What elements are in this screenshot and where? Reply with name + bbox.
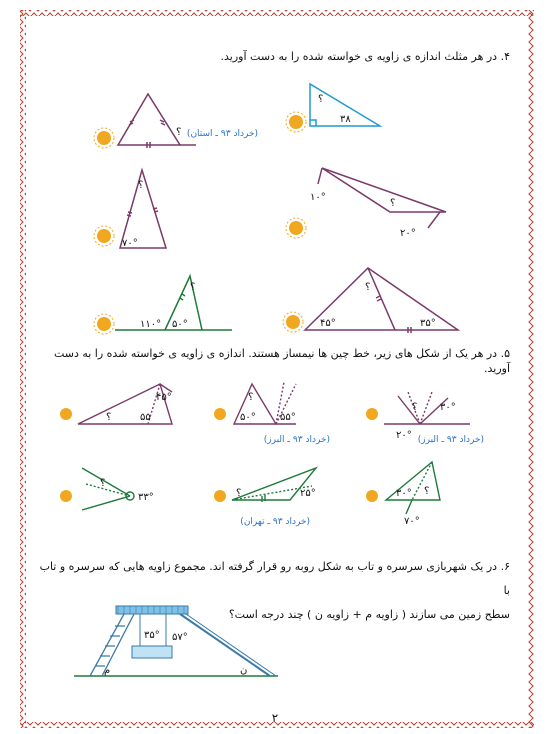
angle-label: ؟ <box>176 127 182 138</box>
angle-label: ؟ <box>424 486 430 497</box>
angle-label: ۵۵ <box>140 412 151 423</box>
angle-label: ؟ <box>236 488 242 499</box>
angle-label: ؟ <box>106 412 112 423</box>
question-6-line-2: سطح زمین می سازند ( زاویه م + زاویه ن ) چند درجه است؟ <box>228 608 510 621</box>
angle-label: ۳۳° <box>138 492 154 503</box>
angle-label: ۷۰° <box>404 516 420 527</box>
angle-label: ؟ <box>138 180 144 191</box>
angle-label: ۴۵° <box>156 392 172 403</box>
angle-label: ؟ <box>318 94 324 105</box>
source-note: (خرداد ۹۳ ـ البرز) <box>263 435 330 445</box>
angle-label: ۴۵° <box>320 318 336 329</box>
page-number: ۲ <box>271 711 279 725</box>
source-note: (خرداد ۹۳ ـ تهران) <box>240 517 310 527</box>
angle-label: ۲۵° <box>300 488 316 499</box>
angle-label: ۳۵° <box>420 318 436 329</box>
angle-label: ۲۰° <box>396 430 412 441</box>
angle-label: ۵۷° <box>172 632 188 643</box>
angle-label: ۱۱۰° <box>140 319 162 330</box>
ladder <box>90 614 134 676</box>
angle-label: ؟ <box>365 282 371 293</box>
angle-label: ۵۵° <box>280 412 296 423</box>
question-5-text: ۵. در هر یک از شکل های زیر، خط چین ها نیمساز هستند. اندازه ی زاویه ی خواسته شده را به دست آورید. <box>53 347 510 375</box>
angle-label: ؟ <box>100 478 106 489</box>
angle-label: ؟ <box>190 282 196 293</box>
angle-label: ؟ <box>390 198 396 209</box>
angle-label: ؟ <box>412 402 418 413</box>
angle-label: ۳۰° <box>440 402 456 413</box>
angle-label: ۳۵° <box>144 630 160 641</box>
angle-label: ۷۰° <box>122 238 138 249</box>
source-note: (خرداد ۹۳ ـ استان) <box>186 129 258 139</box>
angle-label-m: م <box>104 665 111 676</box>
question-4-text: ۴. در هر مثلث اندازه ی زاویه ی خواسته شده را به دست آورید. <box>220 50 510 63</box>
angle-label-n: ن <box>240 665 248 676</box>
angle-label: ؟ <box>248 392 254 403</box>
angle-label: ۳۰° <box>396 488 412 499</box>
source-note: (خرداد ۹۳ ـ البرز) <box>417 435 484 445</box>
question-6-line-1: ۶. در یک شهربازی سرسره و تاب به شکل روبه رو قرار گرفته اند. مجموع زاویه هایی که سرسره و تاب با <box>39 560 510 597</box>
angle-label: ۳۸ <box>340 114 351 125</box>
angle-label: ۲۰° <box>400 228 416 239</box>
angle-label: ۵۰° <box>240 412 256 423</box>
angle-label: ۵۰° <box>172 319 188 330</box>
angle-label: ۱۰° <box>310 192 326 203</box>
